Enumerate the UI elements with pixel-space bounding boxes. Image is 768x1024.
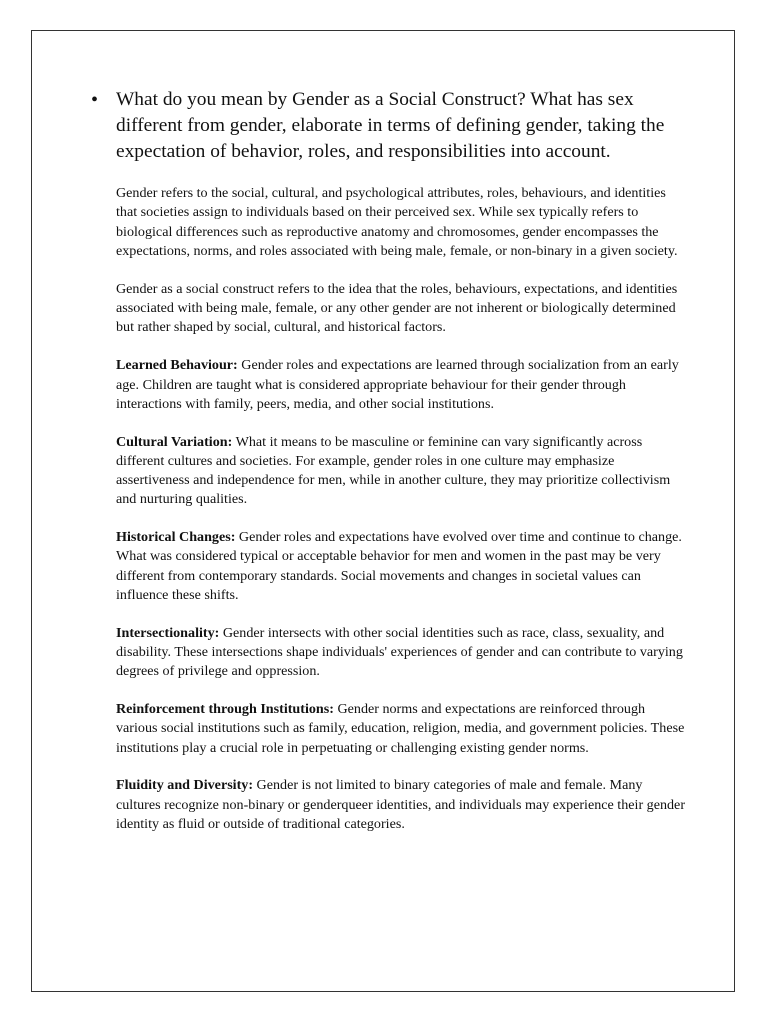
- question-item: [91, 87, 691, 165]
- answer-body: [116, 184, 686, 853]
- point-text: Gender intersects with other social identities such as race, class, sexuality, and disability. These intersections shape individuals' experiences of gender and can contribute to varying degrees of privilege and oppression.: [116, 624, 683, 680]
- point-text: Gender norms and expectations are reinforced through various social institutions such as family, education, religion, media, and government policies. These institutions play a crucial role in perpetuating or challenging existing gender norms.: [116, 700, 685, 756]
- point-intersectionality: [116, 624, 686, 682]
- point-heading: Fluidity and Diversity:: [116, 777, 254, 794]
- point-heading: Learned Behaviour:: [116, 357, 238, 374]
- intro-paragraph-2: Gender as a social construct refers to the idea that the roles, behaviours, expectations, and identities associated with being male, female, or any other gender are not inherent or biologically determined but rather shaped by social, cultural, and historical factors.: [116, 280, 678, 336]
- point-heading: Reinforcement through Institutions:: [116, 700, 334, 717]
- point-reinforcement-through-institutions: [116, 700, 686, 758]
- point-heading: Intersectionality:: [116, 624, 220, 641]
- point-heading: Cultural Variation:: [116, 433, 233, 450]
- point-cultural-variation: [116, 433, 686, 510]
- question-text: What do you mean by Gender as a Social Construct? What has sex different from gender, elaborate in terms of defining gender, taking the expectation of behavior, roles, and responsibilities into account.: [116, 89, 665, 162]
- point-text: Gender roles and expectations are learned through socialization from an early age. Children are taught what is considered appropriate behaviour for their gender through interactions with family, peers, media, and other social institutions.: [116, 357, 679, 412]
- point-text: Gender roles and expectations have evolved over time and continue to change. What was considered typical or acceptable behavior for men and women in the past may be very different from contemporary standards. Social movements and changes in societal values can influence these shifts.: [116, 529, 682, 604]
- point-learned-behaviour: [116, 356, 686, 414]
- intro-paragraph-1: Gender refers to the social, cultural, and psychological attributes, roles, behaviours, and identities that societies assign to individuals based on their perceived sex. While sex typically refers to biological differences such as reproductive anatomy and chromosomes, gender encompasses the expectations, norms, and roles associated with being male, female, or non-binary in a given society.: [116, 185, 678, 259]
- point-fluidity-and-diversity: [116, 776, 686, 834]
- point-historical-changes: [116, 528, 686, 605]
- bullet-icon: •: [91, 89, 99, 111]
- point-heading: Historical Changes:: [116, 529, 236, 546]
- point-text: Gender is not limited to binary categories of male and female. Many cultures recognize non-binary or genderqueer identities, and individuals may experience their gender identity as fluid or outside of traditional categories.: [116, 777, 686, 832]
- point-text: What it means to be masculine or feminine can vary significantly across different cultures and societies. For example, gender roles in one culture may emphasize assertiveness and independence for men, while in another culture, they may prioritize collectivism and nurturing qualities.: [116, 433, 671, 508]
